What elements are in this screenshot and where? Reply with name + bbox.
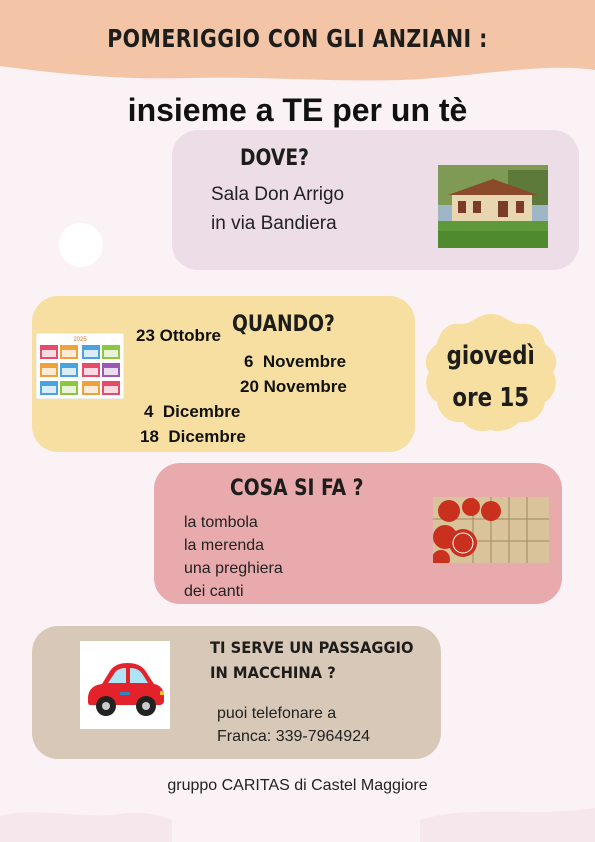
passaggio-heading: IN MACCHINA ?	[210, 663, 336, 682]
dove-line: in via Bandiera	[211, 213, 337, 234]
date-item: 6 Novembre	[244, 352, 347, 371]
car-icon	[80, 641, 170, 729]
cosa-heading: COSA SI FA ?	[230, 476, 364, 501]
badge-shape	[421, 310, 561, 434]
house-photo	[438, 165, 548, 248]
passaggio-heading: TI SERVE UN PASSAGGIO	[210, 638, 414, 657]
page-subtitle: insieme a TE per un tè	[127, 92, 468, 128]
date-item: 18 Dicembre	[140, 427, 246, 446]
quando-heading: QUANDO?	[232, 312, 335, 337]
phone-contact: Franca: 339-7964924	[217, 728, 370, 745]
date-item: 20 Novembre	[240, 377, 347, 396]
activity-item: la tombola	[184, 514, 258, 531]
activity-item: una preghiera	[184, 560, 283, 577]
badge-time: ore 15	[452, 383, 530, 413]
footer-wave	[0, 790, 595, 842]
tombola-photo	[433, 497, 549, 563]
phone-instruction: puoi telefonare a	[217, 705, 337, 722]
date-item: 23 Ottobre	[136, 326, 222, 345]
activity-item: dei canti	[184, 583, 244, 600]
dove-line: Sala Don Arrigo	[211, 184, 345, 205]
page-title: POMERIGGIO CON GLI ANZIANI :	[107, 24, 488, 53]
dove-heading: DOVE?	[240, 146, 310, 171]
activity-item: la merenda	[184, 537, 265, 554]
footer-text: gruppo CARITAS di Castel Maggiore	[167, 777, 428, 794]
svg-text:2025: 2025	[73, 337, 87, 343]
calendar-icon	[36, 333, 124, 399]
badge-day: giovedì	[446, 341, 536, 371]
date-item: 4 Dicembre	[144, 402, 241, 421]
decorative-circle	[59, 223, 103, 267]
